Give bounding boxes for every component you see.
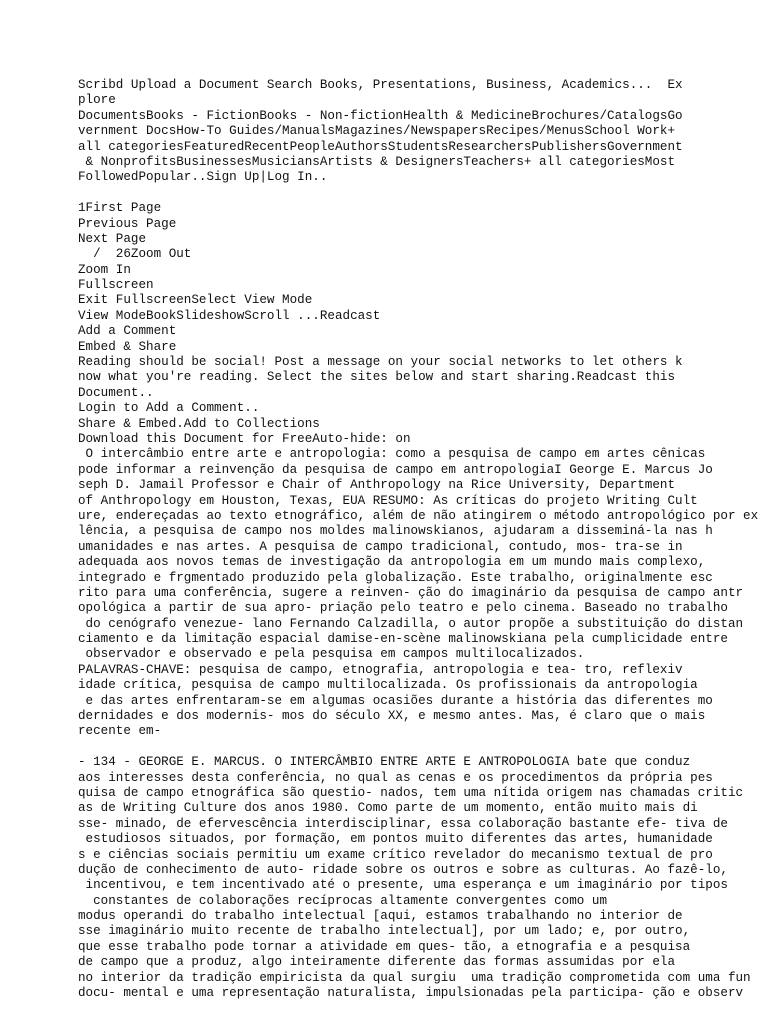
text-line (78, 186, 768, 201)
text-line: PALAVRAS-CHAVE: pesquisa de campo, etnografia, antropologia e tea- tro, reflexiv (78, 662, 683, 677)
text-line (78, 740, 768, 755)
text-line: ure, endereçadas ao texto etnográfico, além de não atingirem o método antropológico por ex (78, 508, 759, 523)
document-text (78, 78, 768, 1001)
text-line: - 134 - GEORGE E. MARCUS. O INTERCÂMBIO ENTRE ARTE E ANTROPOLOGIA bate que conduz (78, 755, 691, 770)
text-line: vernment DocsHow-To Guides/ManualsMagazines/NewspapersRecipes/MenusSchool Work+ (78, 124, 676, 139)
text-line: of Anthropology em Houston, Texas, EUA RESUMO: As críticas do projeto Writing Cult (78, 493, 698, 508)
text-line: O intercâmbio entre arte e antropologia: como a pesquisa de campo em artes cênicas (78, 447, 706, 462)
text-line: Document.. (78, 385, 154, 400)
text-line: Add a Comment (78, 324, 177, 339)
text-line: observador e observado e pela pesquisa em campos multilocalizados. (78, 647, 585, 662)
text-line: dução de conhecimento de auto- ridade sobre os outros e sobre as culturas. Ao fazê-lo, (78, 862, 728, 877)
text-line: aos interesses desta conferência, no qual as cenas e os procedimentos da própria pes (78, 770, 713, 785)
text-line: now what you're reading. Select the sites below and start sharing.Readcast this (78, 370, 676, 385)
text-line: Reading should be social! Post a message on your social networks to let others k (78, 355, 683, 370)
text-line: FollowedPopular..Sign Up|Log In.. (78, 170, 328, 185)
text-line: umanidades e nas artes. A pesquisa de campo tradicional, contudo, mos- tra-se in (78, 539, 683, 554)
text-line: adequada aos novos temas de investigação da antropologia em um mundo mais complexo, (78, 555, 706, 570)
text-line: as de Writing Culture dos anos 1980. Como parte de um momento, então muito mais di (78, 801, 698, 816)
text-line: Exit FullscreenSelect View Mode (78, 293, 313, 308)
text-line: DocumentsBooks - FictionBooks - Non-fictionHealth & MedicineBrochures/CatalogsGo (78, 108, 683, 123)
text-line: opológica a partir de sua apro- priação pelo teatro e pelo cinema. Baseado no trabalho (78, 601, 728, 616)
text-line: rito para uma conferência, sugere a reinven- ção do imaginário da pesquisa de campo antr (78, 585, 744, 600)
text-line: sse imaginário muito recente de trabalho intelectual], por um lado; e, por outro, (78, 924, 691, 939)
text-line: Fullscreen (78, 278, 154, 293)
text-line: no interior da tradição empiricista da qual surgiu uma tradição comprometida com uma fun (78, 970, 751, 985)
text-line: quisa de campo etnográfica são questio- nados, tem uma nítida origem nas chamadas critic (78, 785, 744, 800)
text-line: & NonprofitsBusinessesMusiciansArtists & DesignersTeachers+ all categoriesMost (78, 154, 676, 169)
text-line: sse- minado, de efervescência interdisciplinar, essa colaboração bastante efe- tiva de (78, 816, 728, 831)
text-line: Download this Document for FreeAuto-hide: on (78, 431, 411, 446)
text-line: Login to Add a Comment.. (78, 401, 260, 416)
text-line: / 26Zoom Out (78, 247, 192, 262)
text-line: s e ciências sociais permitiu um exame crítico revelador do mecanismo textual de pro (78, 847, 713, 862)
text-line: Zoom In (78, 262, 131, 277)
text-line: que esse trabalho pode tornar a atividade em ques- tão, a etnografia e a pesquisa (78, 939, 691, 954)
text-line: pode informar a reinvenção da pesquisa de campo em antropologiaI George E. Marcus Jo (78, 462, 713, 477)
text-line: seph D. Jamail Professor e Chair of Anthropology na Rice University, Department (78, 478, 676, 493)
text-line: idade crítica, pesquisa de campo multilocalizada. Os profissionais da antropologia (78, 678, 698, 693)
text-line: lência, a pesquisa de campo nos moldes malinowskianos, ajudaram a disseminá-la nas h (78, 524, 713, 539)
text-line: incentivou, e tem incentivado até o presente, uma esperança e um imaginário por tipos (78, 878, 728, 893)
text-line: constantes de colaborações recíprocas altamente convergentes como um (78, 893, 608, 908)
text-line: ciamento e da limitação espacial damise-en-scène malinowskiana pela cumplicidade entre (78, 632, 728, 647)
text-line: Next Page (78, 231, 147, 246)
text-line: Scribd Upload a Document Search Books, Presentations, Business, Academics... Ex (78, 78, 683, 92)
text-line: de campo que a produz, algo inteiramente diferente das formas assumidas por ela (78, 955, 676, 970)
text-line: e das artes enfrentaram-se em algumas ocasiões durante a história das diferentes mo (78, 693, 713, 708)
text-line: dernidades e dos modernis- mos do século XX, e mesmo antes. Mas, é claro que o mais (78, 709, 706, 724)
text-line: Share & Embed.Add to Collections (78, 416, 320, 431)
text-line: estudiosos situados, por formação, em pontos muito diferentes das artes, humanidade (78, 832, 713, 847)
text-line: 1First Page (78, 201, 162, 216)
text-line: recente em- (78, 724, 162, 739)
text-line: plore (78, 93, 116, 108)
text-line: docu- mental e uma representação naturalista, impulsionadas pela participa- ção e observ (78, 986, 744, 1001)
text-line: Previous Page (78, 216, 177, 231)
text-line: View ModeBookSlideshowScroll ...Readcast (78, 308, 381, 323)
text-line: modus operandi do trabalho intelectual [aqui, estamos trabalhando no interior de (78, 909, 683, 924)
text-line: integrado e frgmentado produzido pela globalização. Este trabalho, originalmente esc (78, 570, 713, 585)
text-line: do cenógrafo venezue- lano Fernando Calzadilla, o autor propõe a substituição do distan (78, 616, 744, 631)
text-line: Embed & Share (78, 339, 177, 354)
text-line: all categoriesFeaturedRecentPeopleAuthorsStudentsResearchersPublishersGovernment (78, 139, 683, 154)
